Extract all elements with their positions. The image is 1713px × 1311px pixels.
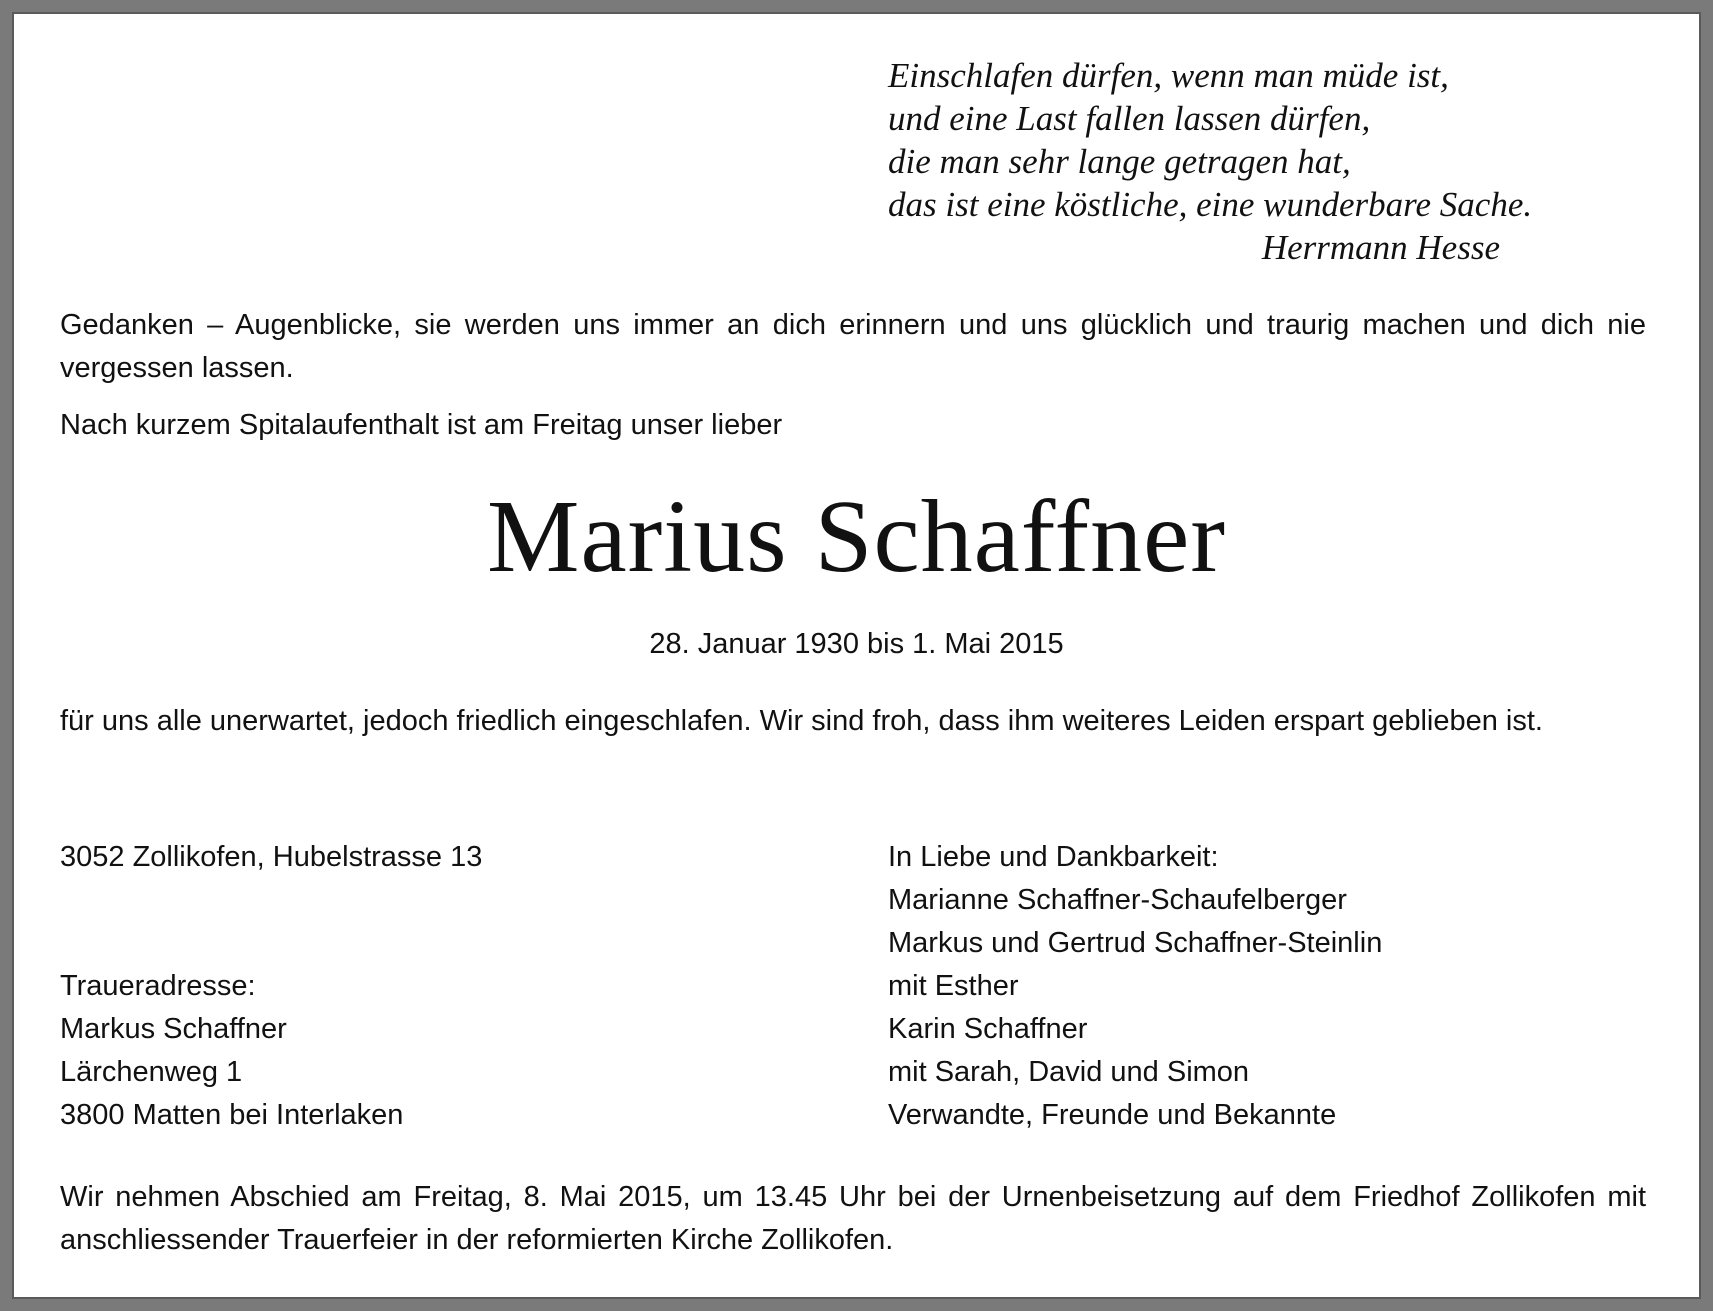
- mourners-label: In Liebe und Dankbarkeit:: [888, 841, 1219, 873]
- obituary-notice: [12, 12, 1701, 1299]
- poem-line: und eine Last fallen lassen dürfen,: [888, 99, 1371, 138]
- home-address-line: 3052 Zollikofen, Hubelstrasse 13: [60, 841, 483, 873]
- intro-paragraph: Gedanken – Augenblicke, sie werden uns immer an dich erinnern und uns glücklich und traurig machen und dich nie vergessen lassen.: [60, 309, 1646, 384]
- lead-sentence: Nach kurzem Spitalaufenthalt ist am Freitag unser lieber: [60, 409, 783, 441]
- poem-author: Herrmann Hesse: [1261, 228, 1500, 267]
- poem-line: die man sehr lange getragen hat,: [888, 142, 1351, 181]
- poem-line: das ist eine köstliche, eine wunderbare Sache.: [888, 185, 1533, 224]
- mourning-address-line: Markus Schaffner: [60, 1013, 287, 1045]
- mourner-entry: Verwandte, Freunde und Bekannte: [888, 1099, 1337, 1131]
- mourner-entry: mit Esther: [888, 970, 1019, 1002]
- life-dates: 28. Januar 1930 bis 1. Mai 2015: [649, 628, 1064, 660]
- mourning-address-line: Lärchenweg 1: [60, 1056, 243, 1088]
- mourning-address: [60, 965, 403, 1137]
- passing-paragraph: für uns alle unerwartet, jedoch friedlich eingeschlafen. Wir sind froh, dass ihm weiteres Leiden erspart geblieben ist.: [60, 705, 1543, 737]
- mourners-list: [888, 836, 1382, 1137]
- mourning-address-label: Traueradresse:: [60, 970, 256, 1002]
- mourner-entry: Markus und Gertrud Schaffner-Steinlin: [888, 927, 1383, 959]
- deceased-name: Marius Schaffner: [487, 479, 1226, 594]
- mourner-entry: Marianne Schaffner-Schaufelberger: [888, 884, 1347, 916]
- home-address: [60, 836, 482, 879]
- farewell-paragraph: Wir nehmen Abschied am Freitag, 8. Mai 2015, um 13.45 Uhr bei der Urnenbeisetzung auf dem Friedhof Zollikofen mit anschliessender Trauerfeier in der reformierten Kirche Zollikofen.: [60, 1181, 1646, 1256]
- poem-quote: [888, 54, 1533, 269]
- mourner-entry: Karin Schaffner: [888, 1013, 1088, 1045]
- poem-line: Einschlafen dürfen, wenn man müde ist,: [888, 56, 1449, 95]
- mourning-address-line: 3800 Matten bei Interlaken: [60, 1099, 404, 1131]
- mourner-entry: mit Sarah, David und Simon: [888, 1056, 1250, 1088]
